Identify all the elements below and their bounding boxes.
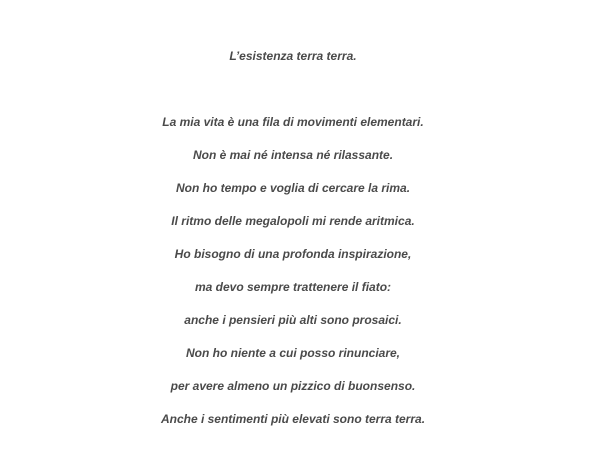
poem-line: ma devo sempre trattenere il fiato: — [194, 280, 392, 294]
poem-line: anche i pensieri più alti sono prosaici. — [184, 313, 402, 327]
poem-line: Anche i sentimenti più elevati sono terra terra. — [160, 412, 426, 426]
poem-line: per avere almeno un pizzico di buonsenso. — [170, 379, 416, 393]
poem-line: Il ritmo delle megalopoli mi rende aritmica. — [171, 214, 415, 228]
poem-line: Ho bisogno di una profonda inspirazione, — [174, 247, 412, 261]
poem-line: Non ho niente a cui posso rinunciare, — [185, 346, 401, 360]
poem-line: Non è mai né intensa né rilassante. — [192, 148, 394, 162]
poem-line: Non ho tempo e voglia di cercare la rima. — [175, 181, 411, 195]
poem-line: La mia vita è una fila di movimenti elementari. — [162, 115, 424, 129]
poem-title: L’esistenza terra terra. — [229, 49, 357, 63]
